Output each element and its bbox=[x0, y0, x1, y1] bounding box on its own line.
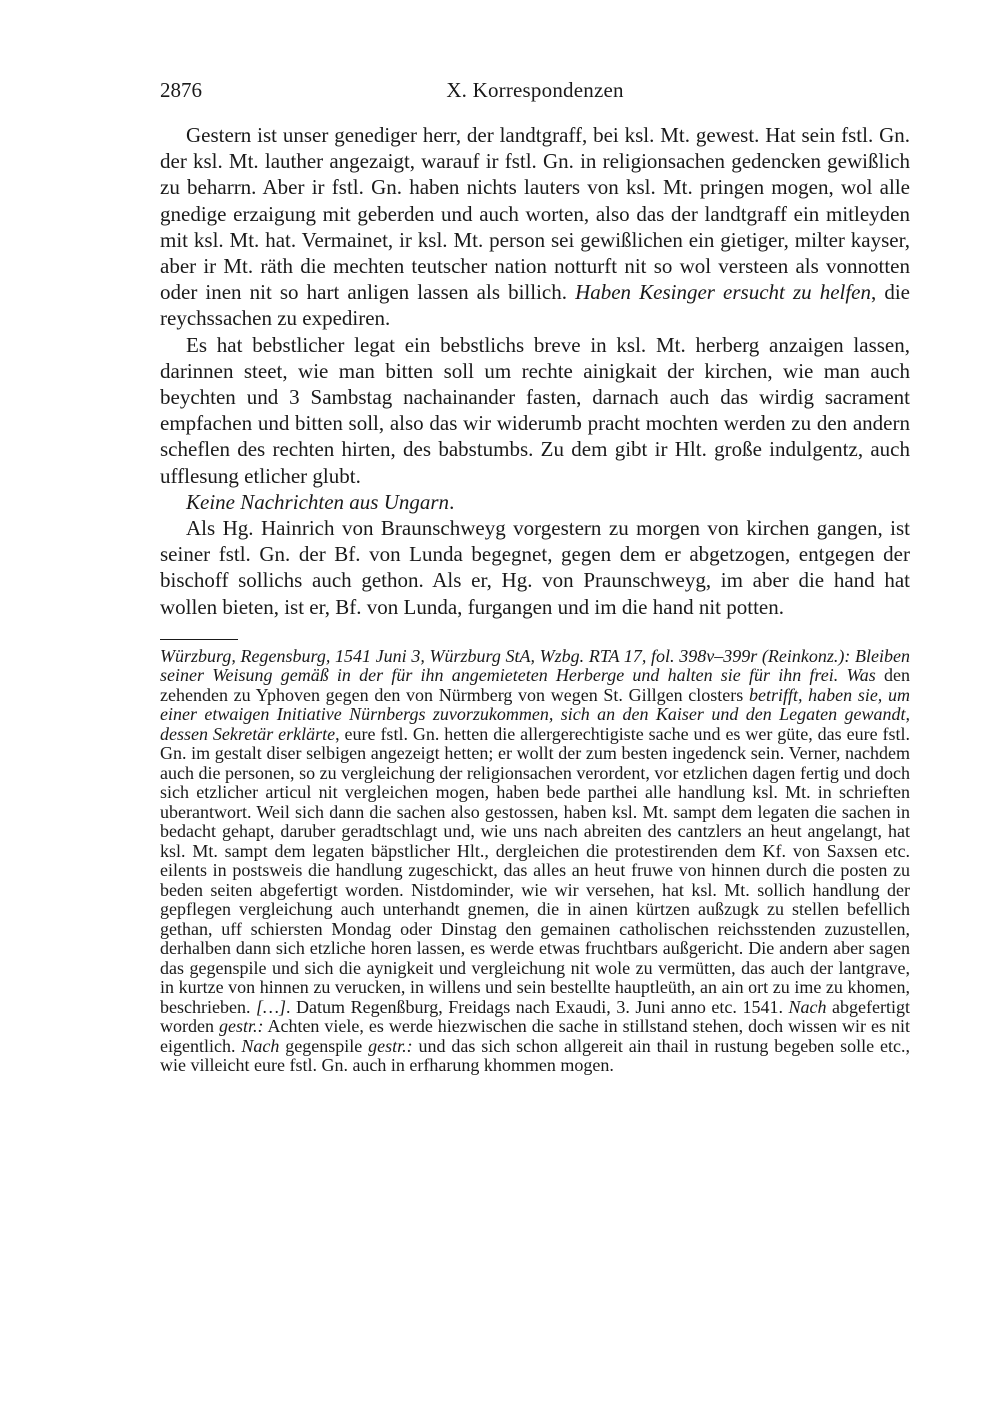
paragraph bbox=[160, 515, 910, 620]
page-number: 2876 bbox=[160, 78, 202, 102]
running-head bbox=[160, 78, 910, 108]
note-segment-italic: gestr.: bbox=[368, 1035, 413, 1056]
main-text bbox=[160, 122, 910, 620]
text-segment-italic: Haben Kesinger ersucht zu helfen bbox=[575, 280, 872, 305]
paragraph bbox=[160, 489, 910, 515]
text-segment: Als Hg. Hainrich von Braunschweyg vorgestern zu morgen von kirchen gangen, ist seiner fstl. Gn. der Bf. von Lunda begegnet, gegen dem er abgetzogen, entgegen der bischoff sollichs auch gethon. Als er, Hg. von Praunschweyg, im aber die hand hat wollen bieten, ist er, Bf. von Lunda, furgangen und im die hand nit potten. bbox=[160, 516, 910, 619]
note-segment-italic: Nach bbox=[788, 996, 827, 1017]
note-segment: gegenspile bbox=[279, 1035, 369, 1056]
text-segment: , die reychssachen zu expediren. bbox=[160, 280, 911, 331]
text-segment: Gestern ist unser genediger herr, der landtgraff, bei ksl. Mt. gewest. Hat sein fstl. Gn. der ksl. Mt. lauther angezaigt, warauf ir fstl. Gn. in religionsachen gedencken gewißlich zu beharrn. Aber ir fstl. Gn. haben nichts lauters von ksl. Mt. pringen mogen, wol alle gnedige erzaigung mit geberden und auch worten, also das der landtgraff ein mitleyden mit ksl. Mt. hat. Vermainet, ir ksl. Mt. person sei gewißlichen ein gietiger, milter kayser, aber ir Mt. räth die mechten teutscher nation notturft nit so wol versteen als vonnotten oder inen nit so hart anligen lassen als billich. bbox=[160, 123, 910, 305]
note-segment: abgefertigt worden bbox=[160, 996, 910, 1037]
note-segment: , eure fstl. Gn. hetten die allergerechtigiste sache und es wer güte, das eure fstl. Gn. im gestalt diser selbigen angezeigt hetten; er wollt der zum besten ingedenck sein. Verner, nachdem auch die personen, so zu vergleichung der religionsachen verordent, vor etzlichen dagen fertig und doch sich etzlicher articul nit vergleichen mogen, haben bede parthei alle handlung ksl. Mt. in schrieften uberantwort. Weil sich dann die sachen also gestossen, haben ksl. Mt. sampt dem legaten die sachen in bedacht gehapt, daruber geradtschlagt und, wie uns nach abreiten des cantzlers an heut angelangt, hat ksl. Mt. sampt dem legaten bäpstlicher Hlt., dergleichen die protestirenden dem Kf. von Saxsen etc. eilents in postsweis die handlung zugeschickt, das alles an heut fruwe von hinnen durch die posten zu beden seiten abgefertigt worden. Nistdominder, wie wir versehen, hat ksl. Mt. sollich handlung der gepflegen vergleichung auch unterhandt gnemen, die in ainen kürtzen außzugk zu stellen befellich gethan, uff schiersten Mondag oder Dinstag den gemainen catholischen reichsstenden zuzustellen, derhalben dann sich etzliche horen lassen, es werde etwas fruchtbars außgericht. Die andern aber sagen das gegenspile und sich die aynigkeit und vergleichung nit wole zu vermütten, das auch der lantgrave, in kurtze von hinnen zu verucken, in willens und sein bestellte hauptleüth, an ain ort zu ime zu khomen, beschrieben. bbox=[160, 723, 910, 1017]
note-segment: Achten viele, es werde hiezwischen die sache in stillstand stehen, doch wissen wir es nit eigentlich. bbox=[160, 1016, 911, 1056]
note-segment: den zehenden zu Yphoven gegen den von Nürmberg von wegen St. Gillgen closters bbox=[160, 665, 910, 705]
document-page bbox=[160, 78, 910, 1076]
note-segment-italic: Würzburg, Regensburg, 1541 Juni 3, Würzburg StA, Wzbg. RTA 17, fol. 398v–399r (Reinkonz.): Bleiben seiner Weisung gemäß in der für ihn angemieteten Herberge und halten sie für ihn frei. Was bbox=[160, 645, 910, 686]
footnote bbox=[160, 647, 910, 1076]
text-segment: . bbox=[449, 489, 455, 514]
paragraph bbox=[160, 122, 910, 332]
text-segment-italic: Keine Nachrichten aus Ungarn bbox=[186, 489, 450, 514]
note-segment: und das sich schon allgereit ain thail in rustung begeben solle etc., wie villeicht eure fstl. Gn. auch in erfharung khommen mogen. bbox=[160, 1035, 910, 1076]
note-segment-italic: gestr.: bbox=[218, 1016, 264, 1037]
note-segment-italic: […] bbox=[256, 996, 287, 1017]
text-segment: Es hat bebstlicher legat ein bebstlichs breve in ksl. Mt. herberg anzaigen lassen, darinnen steet, wie man bitten soll um rechte ainigkait der kirchen, wie man auch beychten und 3 Sambstag nachainander fasten, darnach auch das wirdig sacrament empfachen und bitten soll, also das wir widerumb pracht mochten werden zu den andern scheflen des rechten hirten, des babstumbs. Zu dem gibt ir Hlt. große indulgentz, auch ufflesung etlicher glubt. bbox=[160, 332, 910, 488]
note-segment: . Datum Regenßburg, Freidags nach Exaudi, 3. Juni anno etc. 1541. bbox=[286, 996, 789, 1017]
footnote-rule bbox=[160, 639, 238, 640]
running-title: X. Korrespondenzen bbox=[446, 78, 624, 102]
paragraph bbox=[160, 332, 910, 489]
note-segment-italic: betrifft, haben sie, um einer etwaigen Initiative Nürnbergs zuvorzukommen, sich an den Kaiser und den Legaten gewandt, dessen Sekretär erklärte bbox=[160, 684, 910, 744]
note-segment-italic: Nach bbox=[241, 1035, 280, 1056]
